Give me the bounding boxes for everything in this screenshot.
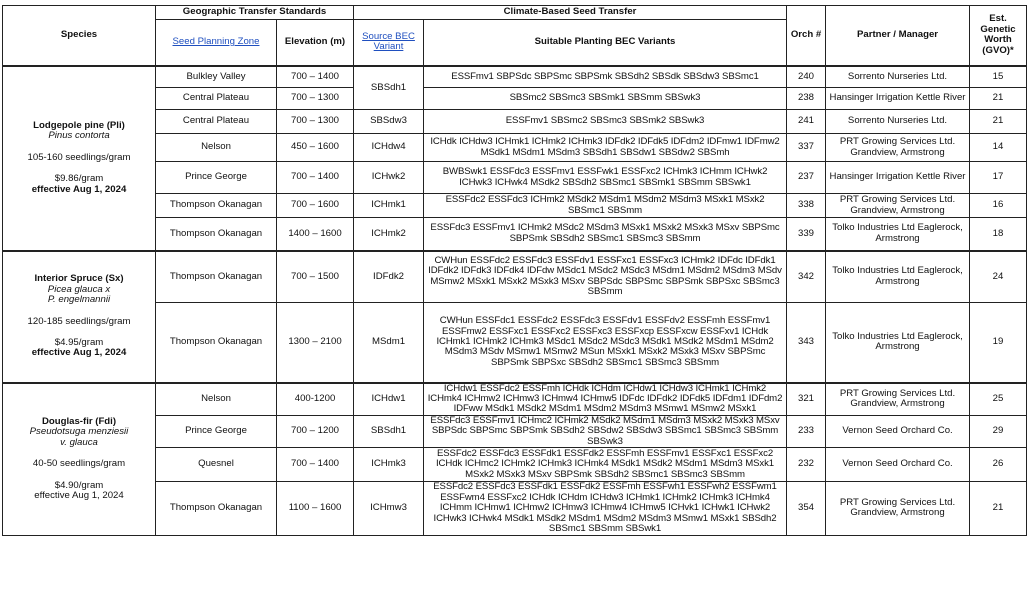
partner-cell: Vernon Seed Orchard Co. (826, 415, 970, 447)
genetic-worth-cell: 26 (970, 447, 1027, 481)
genetic-worth-cell: 17 (970, 162, 1027, 194)
effective-date: effective Aug 1, 2024 (34, 490, 124, 502)
species-latin: Pseudotsuga menziesii (29, 426, 129, 438)
geo-standards-header: Geographic Transfer Standards (156, 6, 354, 20)
orchard-number-cell: 338 (787, 194, 826, 218)
suitable-bec-cell: ESSFdc3 ESSFmv1 ICHmc2 ICHmk2 MSdk2 MSdm1 MSdm3 MSxk2 MSxk3 MSxv SBPSdc SBPSmc SBPSmk SBSdh2 SBSdw2 SBSdw3 SBSmc1 SBSmc3 SBSmm SBSwk3 (424, 415, 787, 447)
seed-zone-cell: Central Plateau (156, 110, 277, 134)
species-latin: P. engelmannii (47, 294, 111, 306)
source-bec-cell: ICHwk2 (354, 162, 424, 194)
elevation-cell: 700 – 1500 (277, 251, 354, 303)
partner-cell: PRT Growing Services Ltd. Grandview, Armstrong (826, 481, 970, 535)
genetic-worth-cell: 18 (970, 218, 1027, 251)
source-bec-cell: SBSdw3 (354, 110, 424, 134)
elevation-cell: 1100 – 1600 (277, 481, 354, 535)
seed-zone-cell: Bulkley Valley (156, 66, 277, 88)
suitable-bec-cell: ESSFmv1 SBSmc2 SBSmc3 SBSmk2 SBSwk3 (424, 110, 787, 134)
orchard-number-cell: 232 (787, 447, 826, 481)
price-per-gram: $4.90/gram (54, 479, 104, 491)
suitable-bec-cell: ICHdk ICHdw3 ICHmk1 ICHmk2 ICHmk3 IDFdk2 IDFdk5 IDFdm2 IDFmw1 IDFmw2 MSdk1 MSdm1 MSdm3 SBSdh1 SBSdw1 SBSdw2 SBSmh (424, 134, 787, 162)
table-row (3, 66, 1027, 88)
orchard-number-cell: 321 (787, 383, 826, 416)
species-header: Species (3, 6, 156, 66)
source-bec-cell: ICHmw3 (354, 481, 424, 535)
suitable-bec-cell: ESSFdc3 ESSFmv1 ICHmk2 MSdc2 MSdm3 MSxk1 MSxk2 MSxk3 MSxv SBPSmc SBPSmk SBSdh2 SBSmc1 SBSmc3 SBSmm (424, 218, 787, 251)
partner-cell: Sorrento Nurseries Ltd. (826, 66, 970, 88)
source-bec-cell: ICHmk1 (354, 194, 424, 218)
seed-zone-cell: Central Plateau (156, 88, 277, 110)
source-bec-cell: ICHdw4 (354, 134, 424, 162)
elevation-cell: 400-1200 (277, 383, 354, 416)
seed-zone-cell: Nelson (156, 383, 277, 416)
orchard-number-cell: 241 (787, 110, 826, 134)
source-bec-cell: SBSdh1 (354, 66, 424, 110)
seed-zone-cell: Thompson Okanagan (156, 481, 277, 535)
partner-cell: Tolko Industries Ltd Eaglerock, Armstrong (826, 251, 970, 303)
seed-zone-cell: Quesnel (156, 447, 277, 481)
source-bec-cell: IDFdk2 (354, 251, 424, 303)
genetic-worth-header: Est. Genetic Worth (GVO)* (970, 6, 1027, 66)
genetic-worth-cell: 24 (970, 251, 1027, 303)
partner-cell: PRT Growing Services Ltd. Grandview, Armstrong (826, 194, 970, 218)
suitable-bec-cell: CWHun ESSFdc2 ESSFdc3 ESSFdv1 ESSFxc1 ESSFxc3 ICHmk2 IDFdc IDFdk1 IDFdk2 IDFdk3 IDFdk4 IDFdw MSdc1 MSdc2 MSdc3 MSdm1 MSdm2 MSdm3 MSdv MSmw2 MSxk1 MSxk2 MSxk3 MSxv SBPSdc SBPSmc SBPSmk SBPSxc SBSmc3 SBSmm (424, 251, 787, 303)
suitable-bec-cell: ESSFdc2 ESSFdc3 ICHmk2 MSdk2 MSdm1 MSdm2 MSdm3 MSxk1 MSxk2 SBSmc1 SBSmm (424, 194, 787, 218)
seed-zone-cell: Thompson Okanagan (156, 251, 277, 303)
seed-zone-link[interactable]: Seed Planning Zone (172, 36, 260, 48)
seed-zone-cell: Nelson (156, 134, 277, 162)
elevation-cell: 700 – 1300 (277, 88, 354, 110)
table-row (3, 110, 1027, 134)
species-name: Douglas-fir (Fdi) (41, 416, 117, 427)
genetic-worth-cell: 29 (970, 415, 1027, 447)
orchard-number-cell: 354 (787, 481, 826, 535)
genetic-worth-cell: 14 (970, 134, 1027, 162)
genetic-worth-cell: 19 (970, 303, 1027, 383)
genetic-worth-cell: 21 (970, 481, 1027, 535)
source-bec-cell: SBSdh1 (354, 415, 424, 447)
suitable-bec-cell: BWBSwk1 ESSFdc3 ESSFmv1 ESSFwk1 ESSFxc2 ICHmk3 ICHmm ICHwk2 ICHwk3 ICHwk4 MSdk2 SBSdh2 SBSmc1 SBSmk1 SBSmm SBSwk1 (424, 162, 787, 194)
source-bec-cell: ICHmk2 (354, 218, 424, 251)
elevation-cell: 450 – 1600 (277, 134, 354, 162)
seed-zone-cell: Prince George (156, 415, 277, 447)
table-row (3, 447, 1027, 481)
genetic-worth-cell: 16 (970, 194, 1027, 218)
species-cell (3, 383, 156, 536)
table-row (3, 162, 1027, 194)
partner-cell: PRT Growing Services Ltd. Grandview, Armstrong (826, 134, 970, 162)
species-latin: Picea glauca x (47, 283, 111, 295)
price-per-gram: $4.95/gram (54, 336, 104, 348)
partner-cell: PRT Growing Services Ltd. Grandview, Armstrong (826, 383, 970, 416)
orchard-number-cell: 343 (787, 303, 826, 383)
table-row (3, 134, 1027, 162)
partner-cell: Tolko Industries Ltd Eaglerock, Armstrong (826, 303, 970, 383)
genetic-worth-cell: 15 (970, 66, 1027, 88)
spacer (5, 306, 153, 317)
climate-transfer-header: Climate-Based Seed Transfer (354, 6, 787, 20)
table-row (3, 303, 1027, 383)
elevation-cell: 700 – 1400 (277, 66, 354, 88)
partner-cell: Hansinger Irrigation Kettle River (826, 88, 970, 110)
species-name: Lodgepole pine (Pli) (33, 119, 125, 131)
seedlings-per-gram: 40-50 seedlings/gram (32, 458, 126, 470)
table-body (3, 66, 1027, 536)
table-row (3, 251, 1027, 303)
partner-cell: Hansinger Irrigation Kettle River (826, 162, 970, 194)
source-bec-header[interactable] (354, 20, 424, 66)
table-row (3, 383, 1027, 416)
table-row (3, 415, 1027, 447)
partner-cell: Vernon Seed Orchard Co. (826, 447, 970, 481)
orchard-number-cell: 233 (787, 415, 826, 447)
orchard-number-cell: 240 (787, 66, 826, 88)
seedlings-per-gram: 120-185 seedlings/gram (27, 315, 131, 327)
partner-cell: Sorrento Nurseries Ltd. (826, 110, 970, 134)
seed-zone-cell: Prince George (156, 162, 277, 194)
table-row (3, 218, 1027, 251)
seed-zone-cell: Thompson Okanagan (156, 303, 277, 383)
source-bec-cell: ICHmk3 (354, 447, 424, 481)
suitable-bec-cell: CWHun ESSFdc1 ESSFdc2 ESSFdc3 ESSFdv1 ESSFdv2 ESSFmh ESSFmv1 ESSFmw2 ESSFxc1 ESSFxc2 ESSFxc3 ESSFxcp ESSFxcw ESSFxv1 ICHdk ICHmk1 ICHmk2 ICHmk3 MSdc1 MSdc2 MSdc3 MSdk1 MSdk2 MSdm1 MSdm2 MSdm3 MSdv MSmw1 MSmw2 MSun MSxk1 MSxk2 MSxk3 MSxv SBPSmc SBPSmk SBPSxc SBSdh2 SBSmc1 SBSmc3 SBSmm (424, 303, 787, 383)
elevation-cell: 700 – 1600 (277, 194, 354, 218)
partner-header: Partner / Manager (826, 6, 970, 66)
species-cell (3, 251, 156, 383)
seed-zone-header[interactable] (156, 20, 277, 66)
suitable-bec-cell: ICHdw1 ESSFdc2 ESSFmh ICHdk ICHdm ICHdw1 ICHdw3 ICHmk1 ICHmk2 ICHmk4 ICHmw2 ICHmw3 ICHmw4 ICHmw5 IDFdc IDFdk2 IDFdk5 IDFdm1 IDFdm2 IDFww MSdk1 MSdk2 MSdm1 MSdm2 MSdm3 MSmw1 MSmw2 MSxk1 (424, 383, 787, 416)
elevation-cell: 700 – 1400 (277, 162, 354, 194)
seed-transfer-table (2, 5, 1027, 536)
suitable-bec-cell: SBSmc2 SBSmc3 SBSmk1 SBSmm SBSwk3 (424, 88, 787, 110)
orchard-number-cell: 339 (787, 218, 826, 251)
elevation-cell: 700 – 1300 (277, 110, 354, 134)
source-bec-cell: MSdm1 (354, 303, 424, 383)
spacer (5, 470, 153, 481)
suitable-bec-cell: ESSFdc2 ESSFdc3 ESSFdk1 ESSFdk2 ESSFmh ESSFwh1 ESSFwh2 ESSFwm1 ESSFwm4 ESSFxc2 ICHdk ICHdm ICHdw3 ICHmk1 ICHmk2 ICHmk3 ICHmk4 ICHmm ICHmw1 ICHmw2 ICHmw3 ICHmw4 ICHmw5 ICHvk1 ICHwk1 ICHwk2 ICHwk3 ICHwk4 MSdk1 MSdk2 MSdm1 MSdm2 MSdm3 MSmw1 MSxk1 SBSdh2 SBSmc1 SBSmm SBSwk1 (424, 481, 787, 535)
species-latin: v. glauca (60, 436, 98, 448)
genetic-worth-cell: 21 (970, 88, 1027, 110)
suitable-bec-cell: ESSFdc2 ESSFdc3 ESSFdk1 ESSFdk2 ESSFmh ESSFmv1 ESSFxc1 ESSFxc2 ICHdk ICHmc2 ICHmk2 ICHmk3 ICHmk4 MSdk1 MSdk2 MSdm1 MSdm3 MSxk1 MSxk2 MSxk3 MSxv SBPSmk SBSdh2 SBSmc1 SBSmc3 SBSmm (424, 447, 787, 481)
elevation-cell: 700 – 1400 (277, 447, 354, 481)
orch-header: Orch # (787, 6, 826, 66)
suitable-bec-cell: ESSFmv1 SBPSdc SBPSmc SBPSmk SBSdh2 SBSdk SBSdw3 SBSmc1 (424, 66, 787, 88)
seedlings-per-gram: 105-160 seedlings/gram (27, 151, 131, 163)
species-cell (3, 66, 156, 251)
suitable-bec-header: Suitable Planting BEC Variants (424, 20, 787, 66)
source-bec-link[interactable]: Source BEC Variant (362, 30, 415, 53)
elevation-header: Elevation (m) (277, 20, 354, 66)
seed-zone-cell: Thompson Okanagan (156, 218, 277, 251)
table-row (3, 481, 1027, 535)
orchard-number-cell: 337 (787, 134, 826, 162)
price-per-gram: $9.86/gram (54, 173, 104, 185)
elevation-cell: 700 – 1200 (277, 415, 354, 447)
elevation-cell: 1300 – 2100 (277, 303, 354, 383)
orchard-number-cell: 238 (787, 88, 826, 110)
seed-zone-cell: Thompson Okanagan (156, 194, 277, 218)
partner-cell: Tolko Industries Ltd Eaglerock, Armstrong (826, 218, 970, 251)
species-latin: Pinus contorta (48, 130, 110, 142)
source-bec-cell: ICHdw1 (354, 383, 424, 416)
effective-date: effective Aug 1, 2024 (31, 347, 127, 359)
table-row (3, 194, 1027, 218)
orchard-number-cell: 237 (787, 162, 826, 194)
elevation-cell: 1400 – 1600 (277, 218, 354, 251)
genetic-worth-cell: 25 (970, 383, 1027, 416)
genetic-worth-cell: 21 (970, 110, 1027, 134)
orchard-number-cell: 342 (787, 251, 826, 303)
table-row (3, 88, 1027, 110)
species-name: Interior Spruce (Sx) (34, 273, 124, 285)
effective-date: effective Aug 1, 2024 (31, 183, 127, 195)
